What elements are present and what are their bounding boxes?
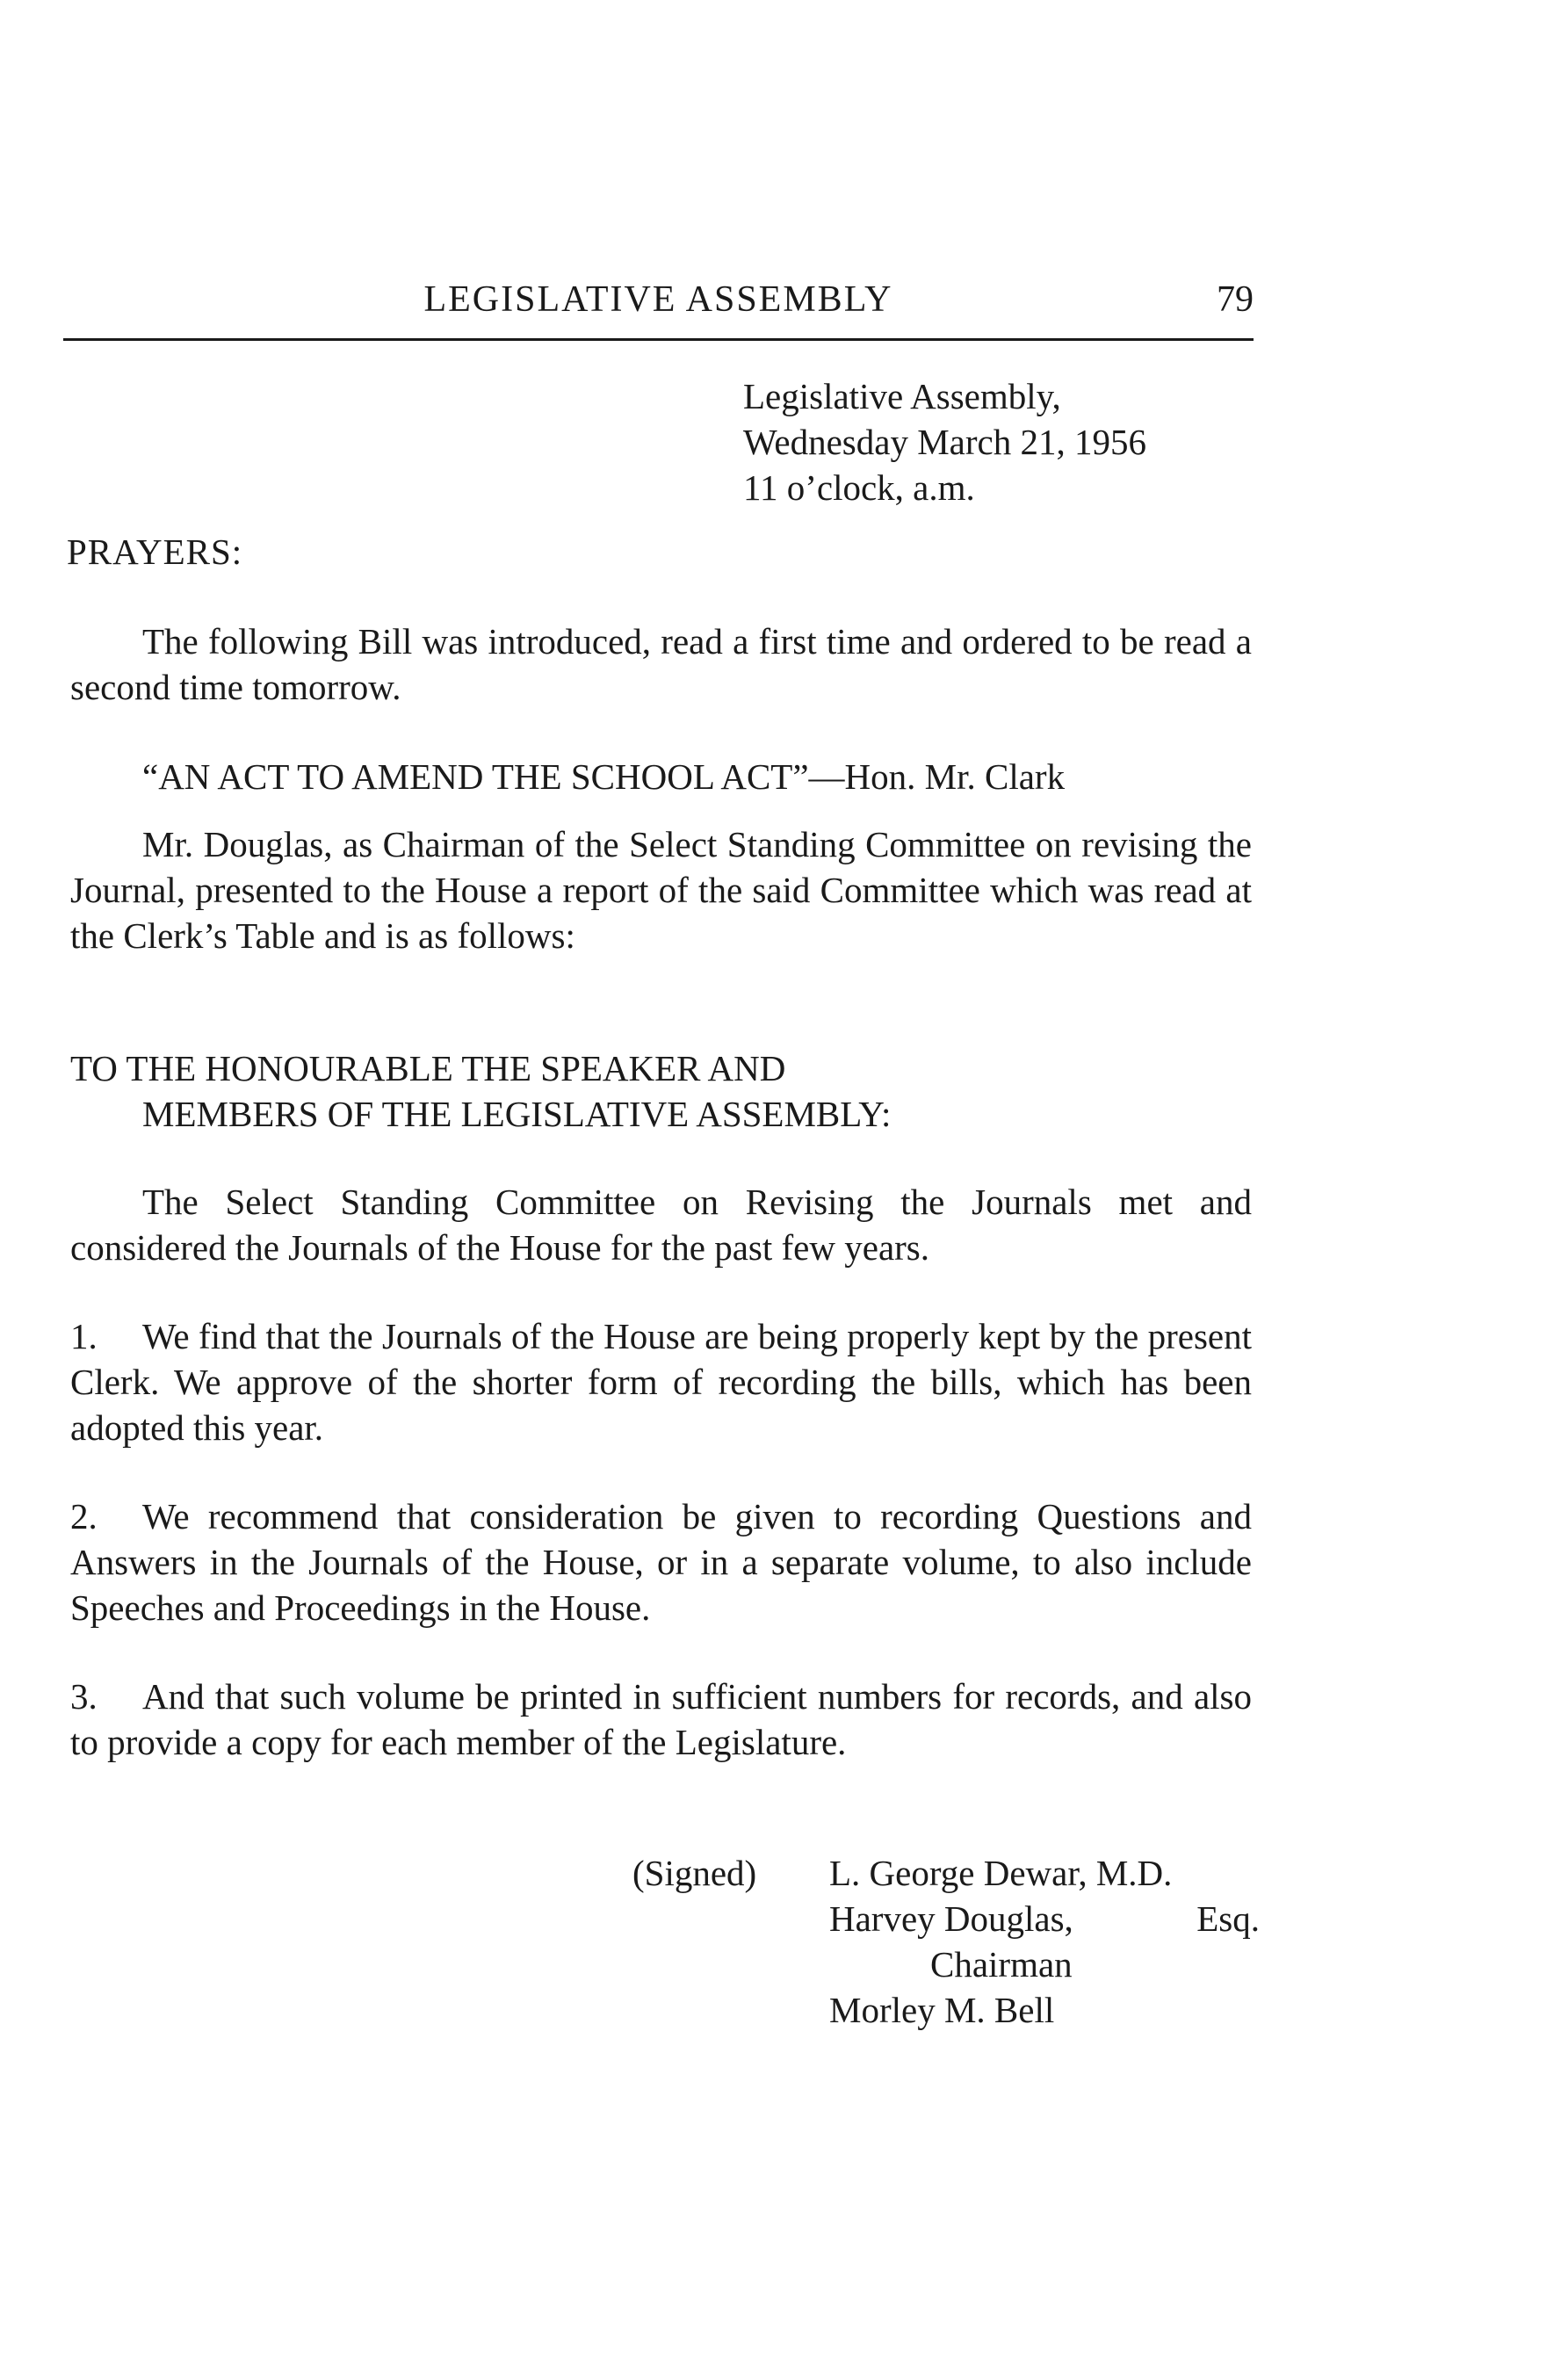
item-text: We find that the Journals of the House are being properly kept by the present Clerk. We approve of the shorter form of recording the bills, which has been adopted this year. bbox=[70, 1316, 1252, 1448]
prayers-heading: PRAYERS: bbox=[67, 531, 243, 572]
address-line-2: MEMBERS OF THE LEGISLATIVE ASSEMBLY: bbox=[142, 1094, 892, 1134]
page-header bbox=[63, 277, 1254, 341]
item-text: We recommend that consideration be given to recording Questions and Answers in the Journals of the House, or in a separate volume, to also include Speeches and Proceedings in the House. bbox=[70, 1496, 1252, 1628]
signed-label: (Signed) bbox=[632, 1853, 757, 1893]
bill-intro-paragraph: The following Bill was introduced, read a first time and ordered to be read a second time tomorrow. bbox=[70, 621, 1252, 707]
dateline-time: 11 o’clock, a.m. bbox=[743, 467, 975, 508]
douglas-paragraph: Mr. Douglas, as Chairman of the Select Standing Committee on revising the Journal, presented to the House a report of the said Committee which was read at the Clerk’s Table and is as follows: bbox=[70, 824, 1252, 956]
dateline-place: Legislative Assembly, bbox=[743, 376, 1061, 416]
report-item-3 bbox=[70, 1674, 1252, 1765]
signature-dewar: L. George Dewar, M.D. bbox=[829, 1853, 1173, 1893]
item-text: And that such volume be printed in sufficient numbers for records, and also to provide a copy for each member of the Legislature. bbox=[70, 1676, 1252, 1762]
item-number: 3. bbox=[70, 1676, 98, 1717]
address-line-1: TO THE HONOURABLE THE SPEAKER AND bbox=[70, 1048, 786, 1088]
item-number: 2. bbox=[70, 1496, 98, 1536]
signature-chairman-title: Chairman bbox=[930, 1944, 1073, 1984]
signature-bell: Morley M. Bell bbox=[829, 1990, 1055, 2030]
committee-paragraph: The Select Standing Committee on Revising the Journals met and considered the Journals of the House for the past few years. bbox=[70, 1182, 1252, 1268]
signature-douglas-name: Harvey Douglas, bbox=[829, 1898, 1073, 1939]
signature-block bbox=[829, 1850, 1260, 2033]
bill-title: “AN ACT TO AMEND THE SCHOOL ACT”—Hon. Mr. Clark bbox=[142, 756, 1066, 797]
dateline-date: Wednesday March 21, 1956 bbox=[743, 422, 1146, 462]
signature-douglas bbox=[829, 1896, 1260, 1941]
report-address bbox=[70, 1045, 1252, 1137]
report-item-2 bbox=[70, 1493, 1252, 1630]
report-item-1 bbox=[70, 1313, 1252, 1450]
item-number: 1. bbox=[70, 1316, 98, 1356]
page-number: 79 bbox=[1217, 279, 1254, 320]
running-title: LEGISLATIVE ASSEMBLY bbox=[423, 279, 893, 320]
dateline bbox=[743, 373, 1270, 510]
signature-douglas-suffix: Esq. bbox=[1196, 1898, 1260, 1939]
